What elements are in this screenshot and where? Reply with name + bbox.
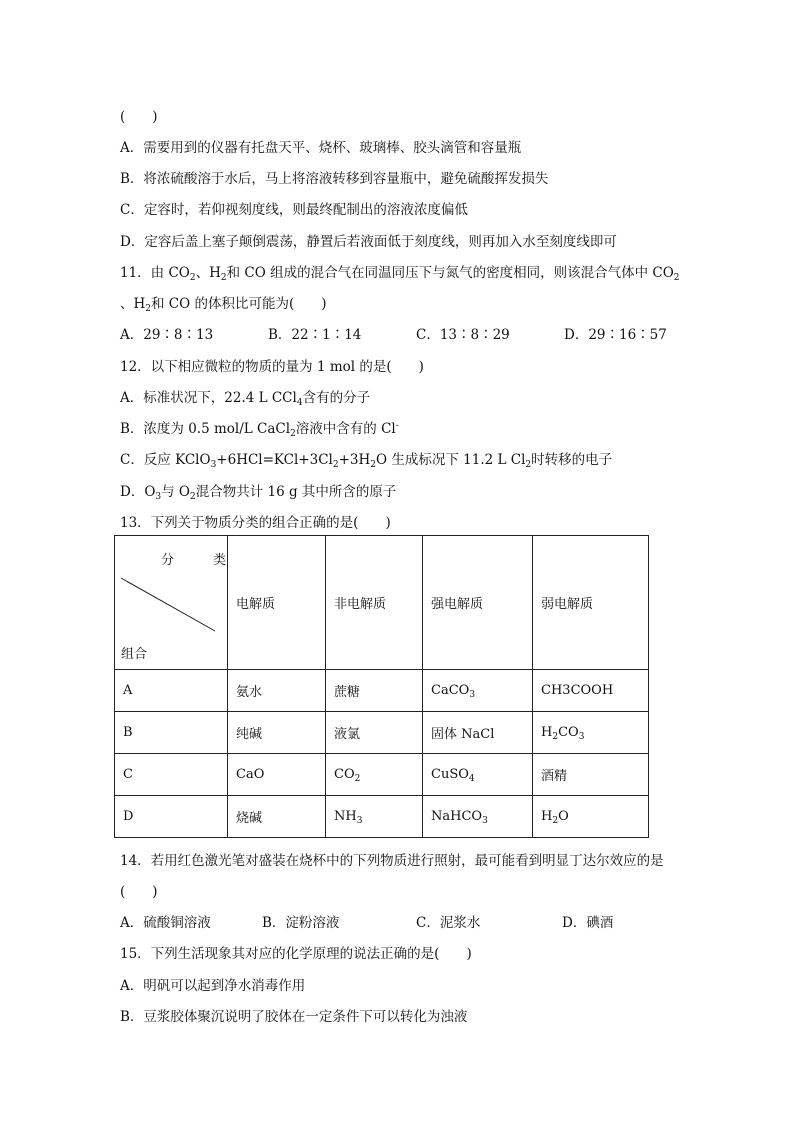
q15-option-b: B．豆浆胶体聚沉说明了胶体在一定条件下可以转化为浊液 <box>120 1009 468 1025</box>
q14-option-b: B．淀粉溶液 <box>262 915 340 931</box>
q12-stem: 12．以下相应微粒的物质的量为 1 mol 的是( ) <box>120 359 424 375</box>
cell: 蔗糖 <box>326 670 423 712</box>
q11-option-b: B．22∶1∶14 <box>268 327 362 343</box>
q11-option-c: C．13∶8∶29 <box>416 327 510 343</box>
cell: 纯碱 <box>228 712 326 754</box>
cell: $NH_3$ <box>326 796 423 838</box>
table-row <box>115 712 649 754</box>
q14-option-a: A．硫酸铜溶液 <box>120 915 211 931</box>
cell: $H_2CO_3$ <box>533 712 649 754</box>
corner-label-fen: 分 <box>161 553 175 568</box>
cell: 烧碱 <box>228 796 326 838</box>
row-label: D <box>115 796 228 838</box>
q12-option-a: A．标准状况下，22.4 L CCl$_4$含有的分子 <box>120 390 371 408</box>
q10-paren: ( ) <box>120 109 158 125</box>
cell: CuSO$_4$ <box>423 754 533 796</box>
table-header-row <box>115 536 649 670</box>
cell: NaHCO$_3$ <box>423 796 533 838</box>
classification-table <box>114 535 649 838</box>
q13-stem: 13．下列关于物质分类的组合正确的是( ) <box>120 515 391 531</box>
row-label: A <box>115 670 228 712</box>
q10-option-b: B．将浓硫酸溶于水后，马上将溶液转移到容量瓶中，避免硫酸挥发损失 <box>120 171 549 187</box>
row-label: C <box>115 754 228 796</box>
q14-option-d: D．碘酒 <box>562 915 614 931</box>
header-electrolyte: 电解质 <box>228 536 326 670</box>
table-row <box>115 670 649 712</box>
q11-stem-line1: 11．由 $CO_2$、$H_2$和 CO 组成的混合气在同温同压下与氮气的密度相同，则该混合气体中 $CO_2$ <box>120 265 680 283</box>
row-label: B <box>115 712 228 754</box>
cell: CH3COOH <box>533 670 649 712</box>
table-row <box>115 754 649 796</box>
table-row <box>115 796 649 838</box>
cell: 酒精 <box>533 754 649 796</box>
cell: $H_2O$ <box>533 796 649 838</box>
q14-option-c: C．泥浆水 <box>416 915 481 931</box>
q12-option-c: C．反应 $KClO_3+6HCl=KCl+3Cl_2+3H_2O$ 生成标况下 11.2 L $Cl_2$时转移的电子 <box>120 452 613 470</box>
q12-option-d: D．$O_3$与 $O_2$混合物共计 16 g 其中所含的原子 <box>120 484 397 502</box>
cell: 氨水 <box>228 670 326 712</box>
q14-paren: ( ) <box>120 884 158 900</box>
table-corner-cell <box>115 536 228 670</box>
q10-option-d: D．定容后盖上塞子颠倒震荡，静置后若液面低于刻度线，则再加入水至刻度线即可 <box>120 234 617 250</box>
q11-option-a: A．29∶8∶13 <box>120 327 214 343</box>
cell: CaCO$_3$ <box>423 670 533 712</box>
q11-stem-line2: 、$H_2$和 CO 的体积比可能为( ) <box>120 296 327 314</box>
q14-stem: 14．若用红色激光笔对盛装在烧杯中的下列物质进行照射，最可能看到明显丁达尔效应的是 <box>120 853 664 869</box>
q15-option-a: A．明矾可以起到净水消毒作用 <box>120 978 306 994</box>
q15-stem: 15．下列生活现象其对应的化学原理的说法正确的是( ) <box>120 946 472 962</box>
header-nonelectrolyte: 非电解质 <box>326 536 423 670</box>
cell: CaO <box>228 754 326 796</box>
cell: 液氯 <box>326 712 423 754</box>
header-strong-electrolyte: 强电解质 <box>423 536 533 670</box>
corner-label-lei: 类 <box>213 553 227 568</box>
q10-option-a: A．需要用到的仪器有托盘天平、烧杯、玻璃棒、胶头滴管和容量瓶 <box>120 140 522 156</box>
cell: 固体 NaCl <box>423 712 533 754</box>
cell: $CO_2$ <box>326 754 423 796</box>
q11-option-d: D．29∶16∶57 <box>564 327 667 343</box>
corner-label-zuhe: 组合 <box>121 647 148 662</box>
header-weak-electrolyte: 弱电解质 <box>533 536 649 670</box>
q12-option-b: B．浓度为 0.5 mol/L CaCl$_2$溶液中含有的 Cl- <box>120 421 399 439</box>
q10-option-c: C．定容时，若仰视刻度线，则最终配制出的溶液浓度偏低 <box>120 202 468 218</box>
